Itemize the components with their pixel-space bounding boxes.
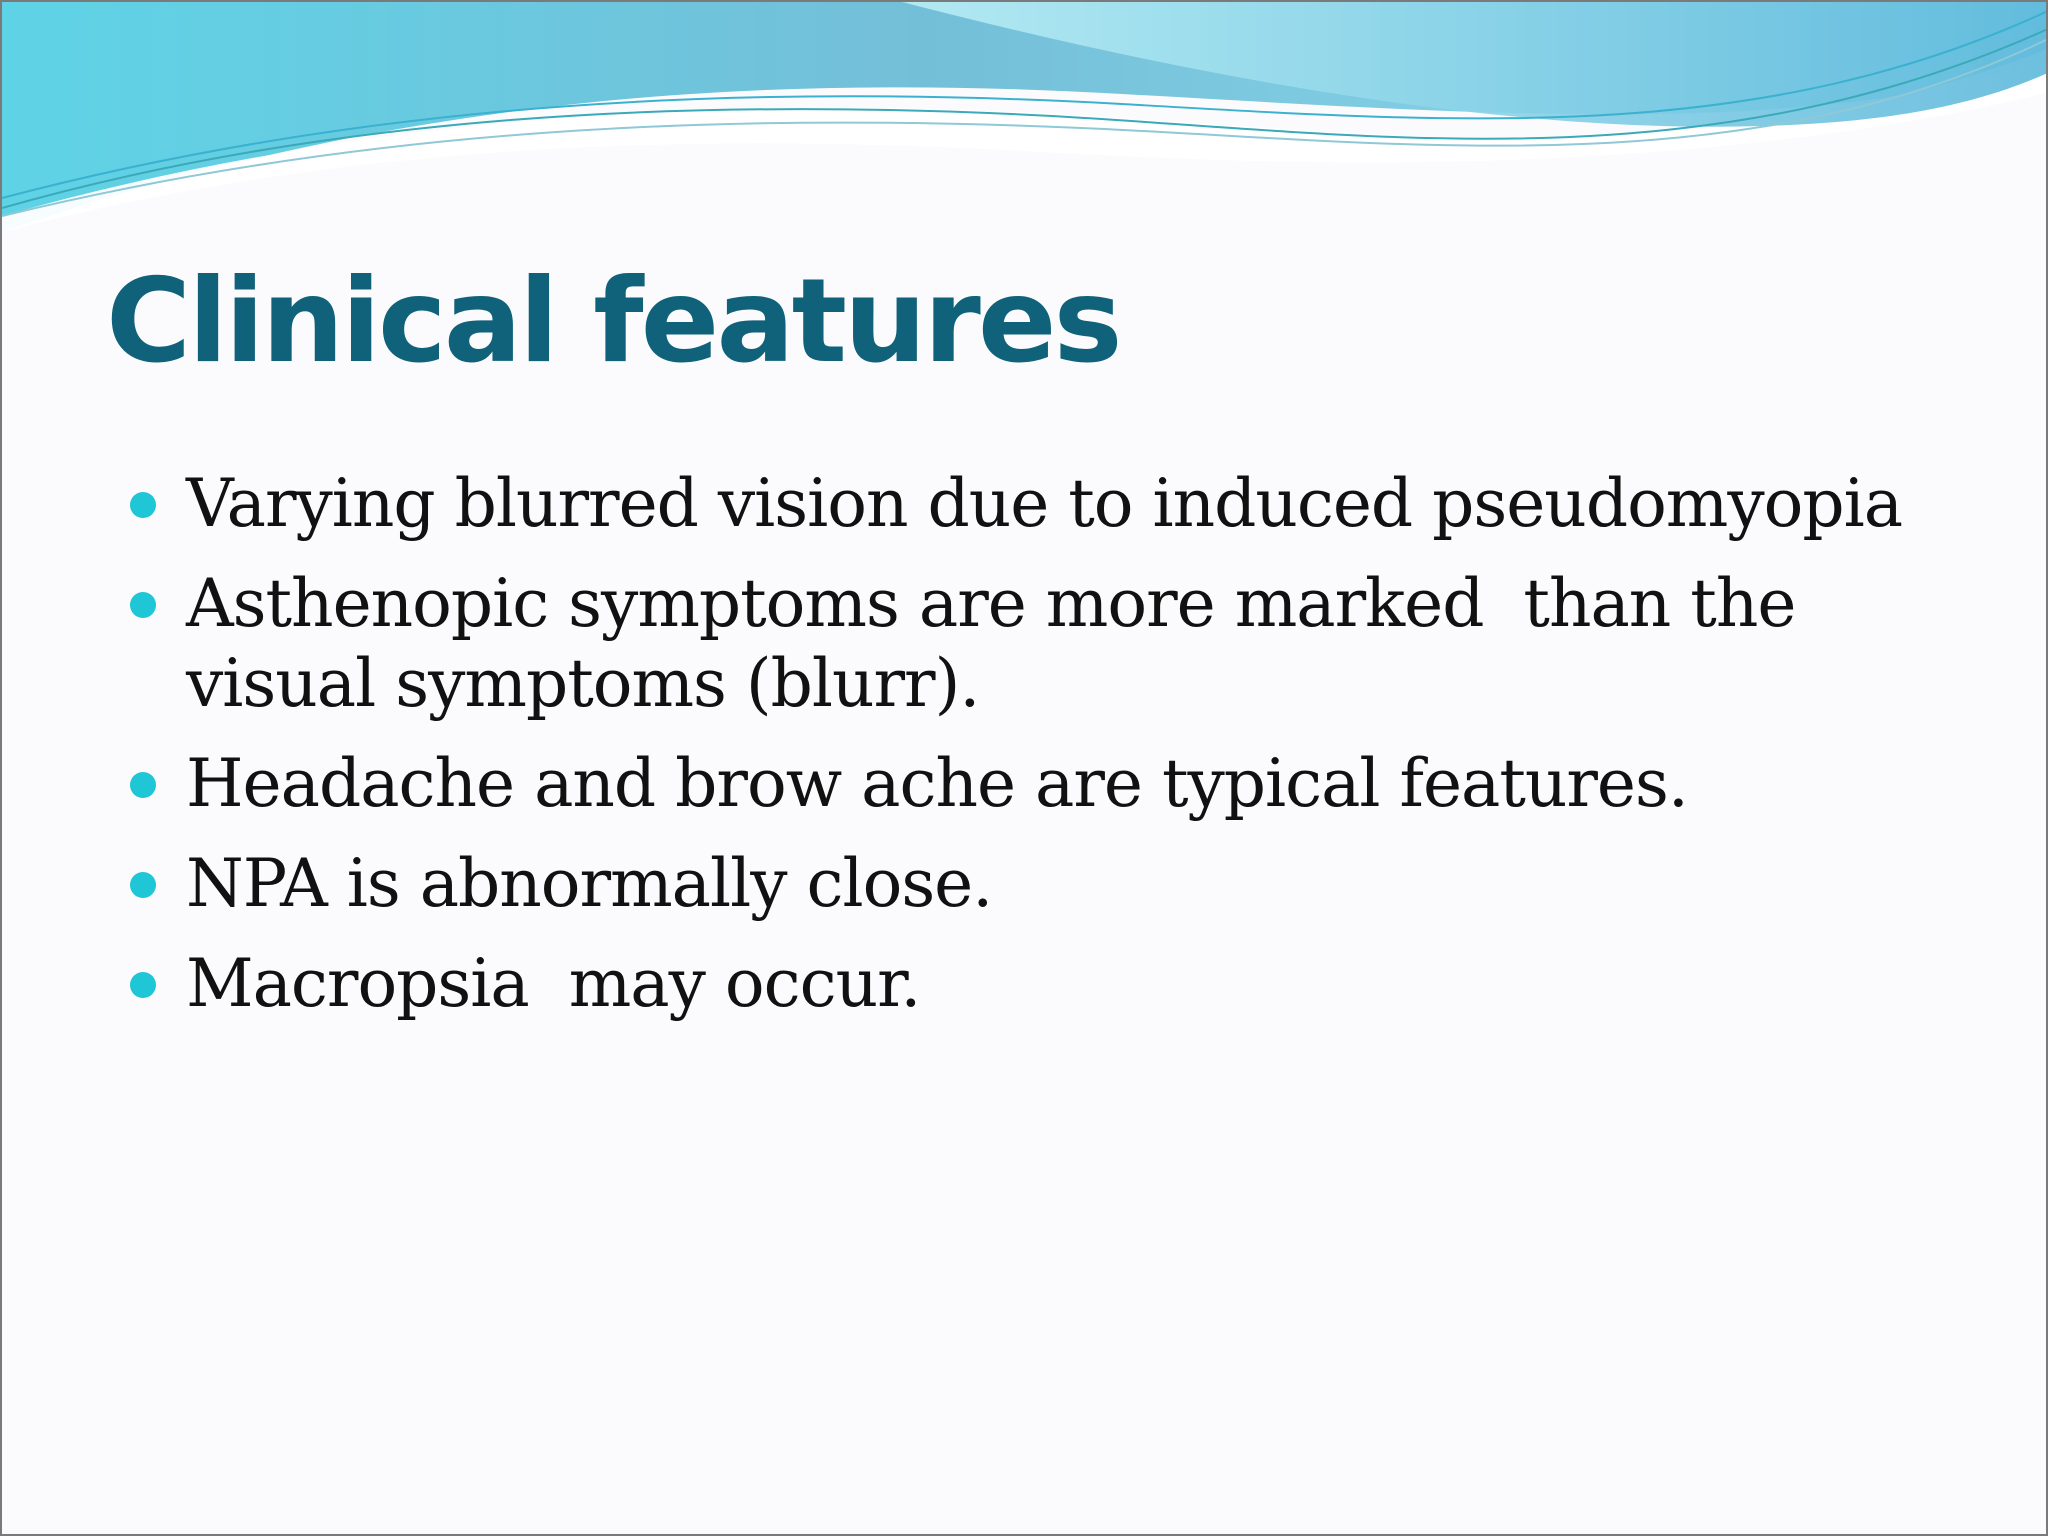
bullet-text: Varying blurred vision due to induced pseudomyopia	[186, 465, 1903, 542]
list-item	[130, 744, 1990, 824]
list-item	[130, 844, 1990, 924]
bullet-icon	[130, 592, 156, 618]
bullet-text: NPA is abnormally close.	[186, 845, 993, 922]
bullet-icon	[130, 872, 156, 898]
list-item	[130, 564, 1990, 724]
list-item	[130, 944, 1990, 1024]
bullet-icon	[130, 492, 156, 518]
bullet-text: Macropsia may occur.	[186, 945, 921, 1022]
list-item	[130, 464, 1990, 544]
bullet-text: Headache and brow ache are typical features.	[186, 745, 1688, 822]
slide-title: Clinical features	[106, 254, 1120, 389]
bullet-icon	[130, 772, 156, 798]
bullet-text: Asthenopic symptoms are more marked than the visual symptoms (blurr).	[186, 565, 1816, 722]
bullet-list	[130, 464, 1990, 1044]
decorative-wave-header	[2, 2, 2048, 242]
bullet-icon	[130, 972, 156, 998]
